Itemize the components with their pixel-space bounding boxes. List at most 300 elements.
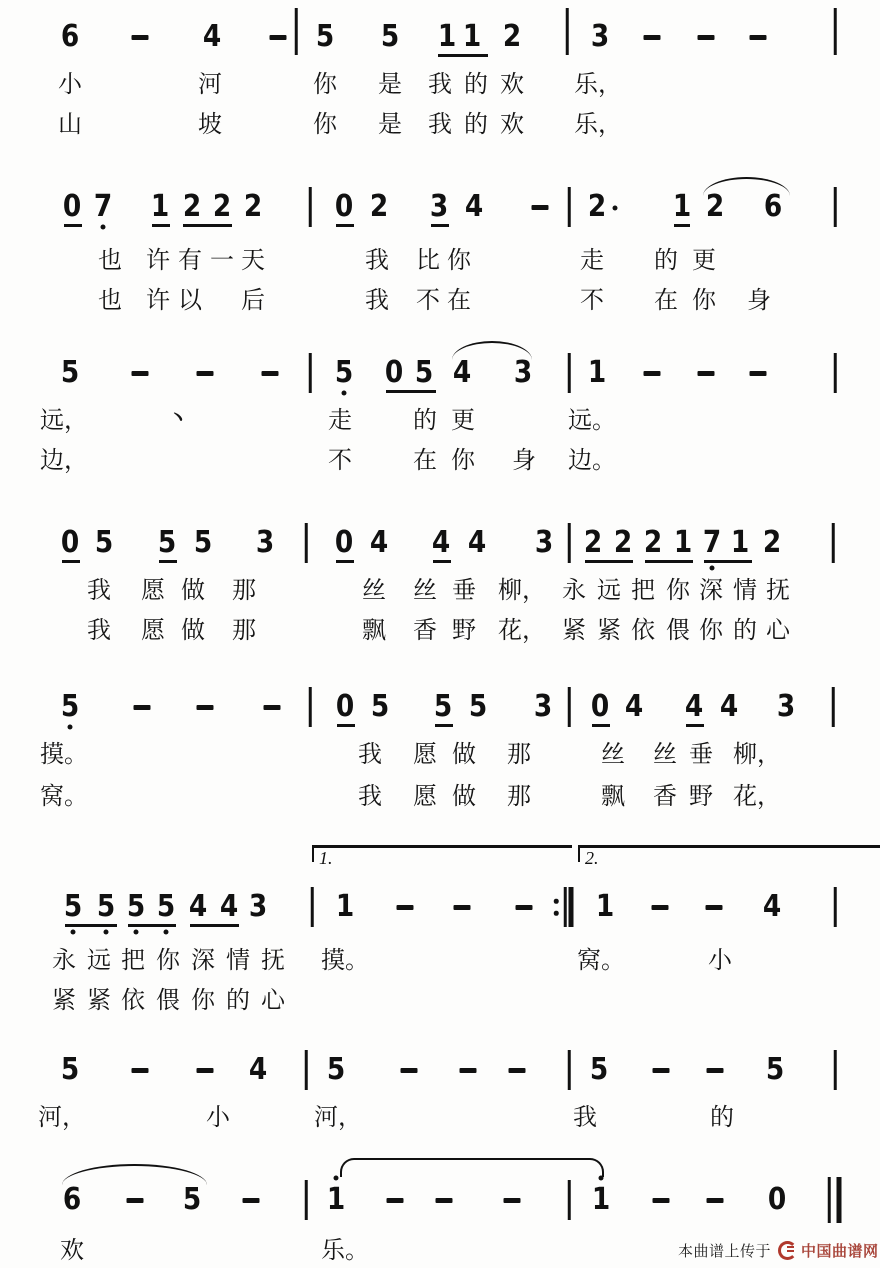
duration-dash <box>264 705 281 710</box>
lyric-char: 坡 <box>198 110 222 138</box>
lyric-char: 你 <box>156 946 180 974</box>
lyric-char: 比 <box>416 246 440 274</box>
note-digit: 1 <box>587 355 607 390</box>
lyric-char: 依 <box>121 986 145 1014</box>
note-digit: 1 <box>595 889 615 924</box>
lyric-char: 的 <box>733 616 757 644</box>
lyric-char: 后 <box>241 286 265 314</box>
site-logo-icon <box>778 1241 797 1260</box>
lyric-char: 依 <box>631 616 655 644</box>
duration-dash <box>750 371 767 376</box>
lyric-char: 的 <box>464 110 488 138</box>
duration-dash <box>504 1198 521 1203</box>
note-digit: 2 <box>643 525 663 560</box>
lyric-char: 我 <box>573 1103 597 1131</box>
duration-dash <box>653 1068 670 1073</box>
lyric-char: 紧 <box>562 616 586 644</box>
lyric-char: 紧 <box>87 986 111 1014</box>
barline <box>834 1050 837 1090</box>
lyric-char: 山 <box>58 110 82 138</box>
note-digit: 3 <box>429 189 449 224</box>
duration-dash <box>516 905 533 910</box>
note-digit: 2 <box>212 189 232 224</box>
watermark-text: 本曲谱上传于 <box>678 1242 772 1260</box>
note-digit: 5 <box>380 19 400 54</box>
barline <box>834 187 837 227</box>
note-digit: 3 <box>590 19 610 54</box>
note-digit: 0 <box>767 1182 787 1217</box>
barline <box>566 8 569 55</box>
lyric-char: 欢 <box>500 70 524 98</box>
note-digit: 0 <box>60 525 80 560</box>
note-digit: 5 <box>433 689 453 724</box>
lyric-char: 一 <box>210 246 234 274</box>
note-digit: 3 <box>776 689 796 724</box>
barline <box>309 187 312 227</box>
lyric-char: 做 <box>181 576 205 604</box>
lyric-char: 窝。 <box>40 782 88 810</box>
lyric-char: 在 <box>447 286 471 314</box>
note-digit: 4 <box>719 689 739 724</box>
note-digit: 3 <box>533 689 553 724</box>
duration-dash <box>134 705 151 710</box>
lyric-char: 以 <box>178 286 202 314</box>
note-digit: 5 <box>60 1052 80 1087</box>
beam-underline <box>585 560 633 563</box>
note-digit: 4 <box>369 525 389 560</box>
slur-arc <box>452 341 532 360</box>
lyric-char: 心 <box>766 616 790 644</box>
lyric-char: 远 <box>597 576 621 604</box>
lyric-char: 愿 <box>413 782 437 810</box>
note-digit: 1 <box>335 889 355 924</box>
note-digit: 2 <box>182 189 202 224</box>
lyric-char: 乐。 <box>321 1236 369 1264</box>
lyric-char: 香 <box>413 616 437 644</box>
augmentation-dot <box>613 206 618 211</box>
note-digit: 1 <box>730 525 750 560</box>
beam-underline <box>190 924 239 927</box>
repeat-dot <box>554 911 559 916</box>
note-digit: 0 <box>384 355 404 390</box>
duration-dash <box>460 1068 477 1073</box>
lyric-char: 把 <box>631 576 655 604</box>
duration-dash <box>262 371 279 376</box>
lyric-char: 窝。 <box>577 946 625 974</box>
lyric-char: 在 <box>413 446 437 474</box>
note-digit: 3 <box>255 525 275 560</box>
lyric-char: 情 <box>733 576 757 604</box>
duration-dash <box>698 35 715 40</box>
lyric-char: 柳， <box>733 740 781 768</box>
note-digit: 0 <box>62 189 82 224</box>
lyric-char: 在 <box>654 286 678 314</box>
note-digit: 5 <box>126 889 146 924</box>
lyric-char: 心 <box>261 986 285 1014</box>
lyric-char: 边。 <box>568 446 616 474</box>
duration-dash <box>750 35 767 40</box>
note-digit: 4 <box>464 189 484 224</box>
lyric-char: 丝 <box>601 740 625 768</box>
watermark-site-name: 中国曲谱网 <box>801 1242 879 1260</box>
note-digit: 2 <box>502 19 522 54</box>
note-digit: 2 <box>583 525 603 560</box>
lyric-char: 欢 <box>60 1236 84 1264</box>
barline <box>305 523 308 563</box>
note-digit: 5 <box>193 525 213 560</box>
watermark <box>678 1240 879 1261</box>
lyric-char: 天 <box>241 246 265 274</box>
duration-dash <box>197 705 214 710</box>
duration-dash <box>197 1068 214 1073</box>
barline <box>564 887 567 927</box>
repeat-dot <box>554 899 559 904</box>
slur-arc <box>62 1164 207 1185</box>
note-digit: 4 <box>762 889 782 924</box>
lyric-char: 远。 <box>568 406 616 434</box>
note-digit: 2 <box>762 525 782 560</box>
lyric-char: 愿 <box>141 616 165 644</box>
duration-dash <box>401 1068 418 1073</box>
barline <box>568 1180 571 1220</box>
note-digit: 3 <box>534 525 554 560</box>
lyric-char: 野 <box>452 616 476 644</box>
lyric-char: 也 <box>98 246 122 274</box>
note-digit: 2 <box>243 189 263 224</box>
beam-underline <box>152 224 170 227</box>
lyric-char: 我 <box>358 782 382 810</box>
lyric-char: 飘 <box>362 616 386 644</box>
beam-underline <box>431 224 449 227</box>
lyric-char: 走 <box>580 246 604 274</box>
beam-underline <box>386 390 436 393</box>
lyric-char: 我 <box>428 70 452 98</box>
lyric-char: 的 <box>226 986 250 1014</box>
lyric-char: 走 <box>328 406 352 434</box>
barline <box>309 353 312 393</box>
lyric-char: 的 <box>710 1103 734 1131</box>
barline-thick <box>569 887 574 927</box>
beam-underline <box>674 224 690 227</box>
note-digit: 5 <box>96 889 116 924</box>
note-digit: 6 <box>763 189 783 224</box>
octave-dot-below <box>710 566 715 571</box>
lyric-char: 小 <box>708 946 732 974</box>
lyric-char: 那 <box>232 576 256 604</box>
barline <box>834 353 837 393</box>
duration-dash <box>707 1198 724 1203</box>
lyric-char: 偎 <box>666 616 690 644</box>
lyric-char: 是 <box>378 110 402 138</box>
note-digit: 5 <box>60 355 80 390</box>
duration-dash <box>397 905 414 910</box>
note-digit: 1 <box>673 525 693 560</box>
note-digit: 5 <box>157 525 177 560</box>
lyric-char: 花， <box>733 782 781 810</box>
beam-underline <box>65 924 117 927</box>
barline-thick <box>837 1177 842 1223</box>
duration-dash <box>509 1068 526 1073</box>
octave-dot-below <box>342 391 347 396</box>
volta-bracket <box>578 845 880 862</box>
note-digit: 2 <box>369 189 389 224</box>
lyric-char: 我 <box>428 110 452 138</box>
lyric-char: 乐， <box>574 70 622 98</box>
octave-dot-below <box>164 930 169 935</box>
lyric-char: 野 <box>689 782 713 810</box>
lyric-char: 丝 <box>413 576 437 604</box>
barline <box>568 1050 571 1090</box>
beam-underline <box>686 724 704 727</box>
lyric-char: 不 <box>580 286 604 314</box>
barline <box>305 1050 308 1090</box>
note-digit: 1 <box>672 189 692 224</box>
note-digit: 1 <box>437 19 457 54</box>
lyric-char: 那 <box>507 782 531 810</box>
note-digit: 5 <box>63 889 83 924</box>
lyric-char: 紧 <box>52 986 76 1014</box>
note-digit: 3 <box>248 889 268 924</box>
note-digit: 0 <box>334 189 354 224</box>
beam-underline <box>433 560 451 563</box>
duration-dash <box>197 371 214 376</box>
barline <box>834 8 837 55</box>
lyric-char: 更 <box>692 246 716 274</box>
lyric-char: 远 <box>87 946 111 974</box>
note-digit: 5 <box>182 1182 202 1217</box>
lyric-char: 你 <box>191 986 215 1014</box>
lyric-char: 丝 <box>362 576 386 604</box>
duration-dash <box>454 905 471 910</box>
lyric-char: 也 <box>98 286 122 314</box>
duration-dash <box>132 371 149 376</box>
lyric-char: 丝 <box>653 740 677 768</box>
note-digit: 4 <box>624 689 644 724</box>
note-digit: 4 <box>684 689 704 724</box>
lyric-char: 你 <box>692 286 716 314</box>
lyric-char: 的 <box>464 70 488 98</box>
lyric-char: 垂 <box>689 740 713 768</box>
beam-underline <box>438 54 488 57</box>
beam-underline <box>128 924 176 927</box>
note-digit: 4 <box>202 19 222 54</box>
duration-dash <box>387 1198 404 1203</box>
lyric-char: 愿 <box>413 740 437 768</box>
lyric-char: 有 <box>178 246 202 274</box>
lyric-char: 不 <box>328 446 352 474</box>
lyric-char: 紧 <box>597 616 621 644</box>
duration-dash <box>132 35 149 40</box>
note-digit: 7 <box>702 525 722 560</box>
lyric-char: 你 <box>699 616 723 644</box>
breath-mark: 丶 <box>168 406 188 430</box>
lyric-char: 你 <box>313 70 337 98</box>
octave-dot-below <box>104 930 109 935</box>
beam-underline <box>336 224 354 227</box>
barline <box>828 1177 831 1223</box>
lyric-char: 愿 <box>141 576 165 604</box>
duration-dash <box>132 1068 149 1073</box>
duration-dash <box>698 371 715 376</box>
slur-arc <box>703 177 790 196</box>
note-digit: 5 <box>315 19 335 54</box>
barline <box>568 687 571 727</box>
duration-dash <box>532 205 549 210</box>
note-digit: 4 <box>452 355 472 390</box>
lyric-char: 抚 <box>766 576 790 604</box>
lyric-char: 做 <box>181 616 205 644</box>
volta-bracket <box>312 845 572 862</box>
lyric-char: 永 <box>562 576 586 604</box>
lyric-char: 偎 <box>156 986 180 1014</box>
duration-dash <box>653 1198 670 1203</box>
tie-arc <box>340 1158 604 1177</box>
duration-dash <box>707 1068 724 1073</box>
note-digit: 0 <box>334 525 354 560</box>
volta-label: 2. <box>585 848 599 868</box>
beam-underline <box>159 560 177 563</box>
lyric-char: 许 <box>146 246 170 274</box>
lyric-char: 更 <box>451 406 475 434</box>
lyric-char: 河， <box>314 1103 362 1131</box>
lyric-char: 摸。 <box>40 740 88 768</box>
duration-dash <box>243 1198 260 1203</box>
lyric-char: 我 <box>365 246 389 274</box>
note-digit: 0 <box>590 689 610 724</box>
duration-dash <box>644 35 661 40</box>
volta-label: 1. <box>319 848 333 868</box>
note-digit: 0 <box>335 689 355 724</box>
octave-dot-below <box>71 930 76 935</box>
lyric-char: 我 <box>365 286 389 314</box>
note-digit: 2 <box>613 525 633 560</box>
beam-underline <box>592 724 610 727</box>
note-digit: 2 <box>587 189 607 224</box>
lyric-char: 摸。 <box>321 946 369 974</box>
note-digit: 3 <box>513 355 533 390</box>
lyric-char: 远， <box>40 406 88 434</box>
lyric-char: 飘 <box>601 782 625 810</box>
duration-dash <box>706 905 723 910</box>
beam-underline <box>704 560 752 563</box>
duration-dash <box>436 1198 453 1203</box>
lyric-char: 深 <box>699 576 723 604</box>
barline <box>568 187 571 227</box>
lyric-char: 柳， <box>498 576 546 604</box>
note-digit: 1 <box>462 19 482 54</box>
barline <box>834 887 837 927</box>
octave-dot-above <box>334 1176 339 1181</box>
duration-dash <box>270 35 287 40</box>
octave-dot-below <box>134 930 139 935</box>
lyric-char: 你 <box>666 576 690 604</box>
lyric-char: 我 <box>87 576 111 604</box>
note-digit: 1 <box>591 1182 611 1217</box>
beam-underline <box>336 560 354 563</box>
barline <box>309 687 312 727</box>
lyric-char: 许 <box>146 286 170 314</box>
note-digit: 5 <box>765 1052 785 1087</box>
barline <box>305 1180 308 1220</box>
beam-underline <box>183 224 232 227</box>
octave-dot-below <box>101 225 106 230</box>
barline <box>311 887 314 927</box>
duration-dash <box>127 1198 144 1203</box>
duration-dash <box>644 371 661 376</box>
note-digit: 6 <box>60 19 80 54</box>
note-digit: 1 <box>150 189 170 224</box>
beam-underline <box>62 560 80 563</box>
lyric-char: 深 <box>191 946 215 974</box>
note-digit: 5 <box>60 689 80 724</box>
lyric-char: 我 <box>358 740 382 768</box>
barline <box>295 8 298 55</box>
lyric-char: 小 <box>58 70 82 98</box>
lyric-char: 做 <box>452 782 476 810</box>
note-digit: 4 <box>467 525 487 560</box>
lyric-char: 不 <box>416 286 440 314</box>
note-digit: 5 <box>468 689 488 724</box>
lyric-char: 边， <box>40 446 88 474</box>
lyric-char: 做 <box>452 740 476 768</box>
note-digit: 7 <box>93 189 113 224</box>
lyric-char: 乐， <box>574 110 622 138</box>
lyric-char: 小 <box>206 1103 230 1131</box>
beam-underline <box>645 560 693 563</box>
lyric-char: 永 <box>52 946 76 974</box>
lyric-char: 情 <box>226 946 250 974</box>
note-digit: 5 <box>94 525 114 560</box>
duration-dash <box>652 905 669 910</box>
lyric-char: 那 <box>507 740 531 768</box>
lyric-char: 河， <box>38 1103 86 1131</box>
note-digit: 5 <box>414 355 434 390</box>
lyric-char: 身 <box>747 286 771 314</box>
barline <box>832 687 835 727</box>
octave-dot-below <box>68 725 73 730</box>
lyric-char: 花， <box>498 616 546 644</box>
lyric-char: 的 <box>654 246 678 274</box>
note-digit: 4 <box>431 525 451 560</box>
lyric-char: 你 <box>447 246 471 274</box>
note-digit: 4 <box>219 889 239 924</box>
barline <box>832 523 835 563</box>
lyric-char: 是 <box>378 70 402 98</box>
beam-underline <box>435 724 453 727</box>
lyric-char: 你 <box>451 446 475 474</box>
note-digit: 5 <box>334 355 354 390</box>
note-digit: 5 <box>326 1052 346 1087</box>
note-digit: 2 <box>705 189 725 224</box>
barline <box>568 523 571 563</box>
note-digit: 6 <box>62 1182 82 1217</box>
lyric-char: 我 <box>87 616 111 644</box>
note-digit: 1 <box>326 1182 346 1217</box>
beam-underline <box>64 224 82 227</box>
note-digit: 4 <box>248 1052 268 1087</box>
note-digit: 5 <box>156 889 176 924</box>
note-digit: 5 <box>589 1052 609 1087</box>
note-digit: 5 <box>370 689 390 724</box>
lyric-char: 把 <box>121 946 145 974</box>
lyric-char: 欢 <box>500 110 524 138</box>
beam-underline <box>337 724 355 727</box>
lyric-char: 香 <box>653 782 677 810</box>
lyric-char: 身 <box>512 446 536 474</box>
lyric-char: 你 <box>313 110 337 138</box>
lyric-char: 河 <box>198 70 222 98</box>
lyric-char: 抚 <box>261 946 285 974</box>
